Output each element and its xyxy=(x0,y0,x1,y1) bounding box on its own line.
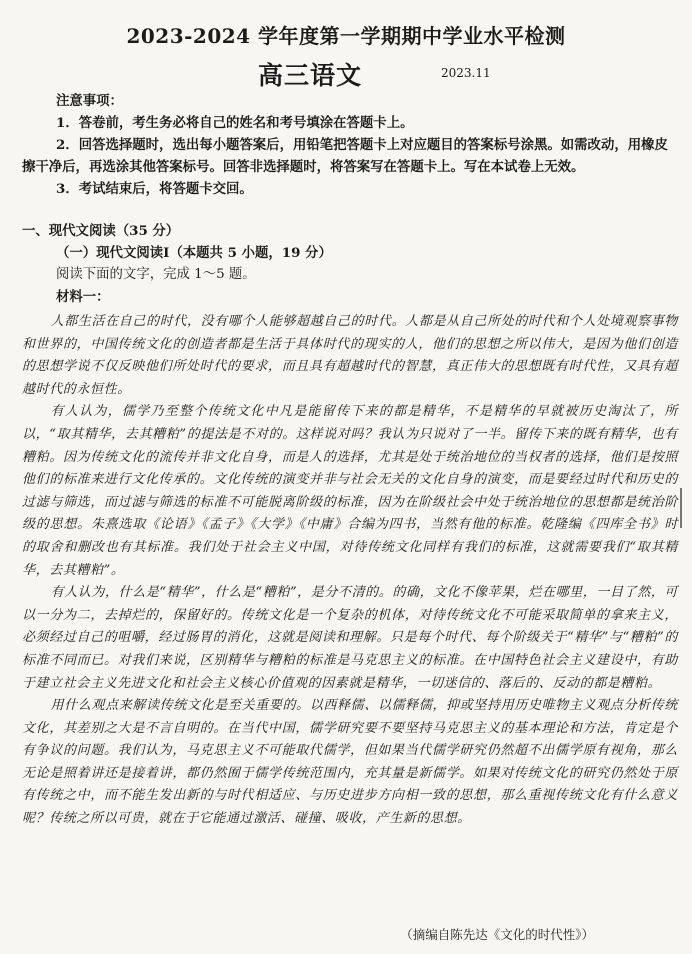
exam-date: 2023.11 xyxy=(441,66,491,80)
paragraph: 人都生活在自己的时代，没有哪个人能够超越自己的时代。人都是从自己所处的时代和个人处境观察事物和世界的，中国传统文化的创造者都是生活于具体时代的现实的人，他们的思想之所以伟大，是因为他们创造的思想学说不仅反映他们所处时代的要求，而且具有超越时代的智慧，真正伟大的思想既有时代性，又具有超越时代的永恒性。 xyxy=(22,314,678,397)
material-label: 材料一： xyxy=(56,289,110,305)
material-text xyxy=(22,311,678,831)
notes-heading: 注意事项： xyxy=(56,93,123,109)
paragraph: 有人认为，儒学乃至整个传统文化中凡是能留传下来的都是精华，不是精华的早就被历史淘汰了，所以，“取其精华，去其糟粕”的提法是不对的。这样说对吗？我认为只说对了一半。留传下来的既有精华，也有糟粕。因为传统文化的流传并非文化自身，而是人的选择，尤其是处于统治地位的当权者的选择，他们是按照他们的标准来进行文化传承的。文化传统的演变并非与社会无关的文化自身的演变，而是要经过时代和历史的过滤与筛选，而过滤与筛选的标准不可能脱离阶级的标准，因为在阶级社会中处于统治地位的思想都是统治阶级的思想。朱熹选取《论语》《孟子》《大学》《中庸》合编为四书，当然有他的标准。乾隆编《四库全书》时的取舍和删改也有其标准。我们处于社会主义中国，对待传统文化同样有我们的标准，这就需要我们“取其精华，去其糟粕”。 xyxy=(22,404,678,578)
source-citation: （摘编自陈先达《文化的时代性》） xyxy=(400,927,594,942)
reading-instruction: 阅读下面的文字，完成 1～5 题。 xyxy=(56,267,256,282)
notes-block xyxy=(22,90,678,200)
note-item-1: 1．答卷前，考生务必将自己的姓名和考号填涂在答题卡上。 xyxy=(56,115,414,131)
paragraph: 有人认为，什么是“精华”，什么是“糟粕”，是分不清的。的确，文化不像苹果，烂在哪里，一目了然，可以一分为二，去掉烂的，保留好的。传统文化是一个复杂的机体，对待传统文化不可能采取简单的拿来主义，必须经过自己的咀嚼，经过肠胃的消化，这就是阅读和理解。只是每个时代、每个阶级关于“精华”与“糟粕”的标准不同而已。对我们来说，区别精华与糟粕的标准是马克思主义的标准。在中国特色社会主义建设中，有助于建立社会主义先进文化和社会主义核心价值观的因素就是精华，一切迷信的、落后的、反动的都是糟粕。 xyxy=(22,585,678,691)
sub-section-heading: （一）现代文阅读Ⅰ（本题共 5 小题，19 分） xyxy=(56,245,332,261)
exam-title: 2023-2024 学年度第一学期期中学业水平检测 xyxy=(126,24,566,48)
note-item-3: 3．考试结束后，将答题卡交回。 xyxy=(56,181,253,197)
subject-title: 高三语文 xyxy=(258,61,363,90)
note-item-2: 2．回答选择题时，选出每小题答案后，用铅笔把答题卡上对应题目的答案标号涂黑。如需改动，用橡皮擦干净后，再选涂其他答案标号。回答非选择题时，将答案写在答题卡上。写在本试卷上无效。 xyxy=(22,137,668,175)
page-edge-mark xyxy=(680,488,692,528)
subtitle-row xyxy=(0,56,692,90)
section-block xyxy=(22,220,678,308)
paragraph: 用什么观点来解读传统文化是至关重要的。以西释儒、以儒释儒，抑或坚持用历史唯物主义观点分析传统文化，其差别之大是不言自明的。在当代中国，儒学研究要不要坚持马克思主义的基本理论和方法，肯定是个有争议的问题。我们认为，马克思主义不可能取代儒学，但如果当代儒学研究仍然超不出儒学原有视角，那么无论是照着讲还是接着讲，都仍然囿于儒学传统范围内，充其量是新儒学。如果对传统文化的研究仍然处于原有传统之中，而不能生发出新的与时代相适应、与历史进步方向相一致的思想，那么重视传统文化有什么意义呢？传统之所以可贵，就在于它能通过激活、碰撞、吸收，产生新的思想。 xyxy=(22,698,678,827)
section-heading: 一、现代文阅读（35 分） xyxy=(22,223,180,239)
